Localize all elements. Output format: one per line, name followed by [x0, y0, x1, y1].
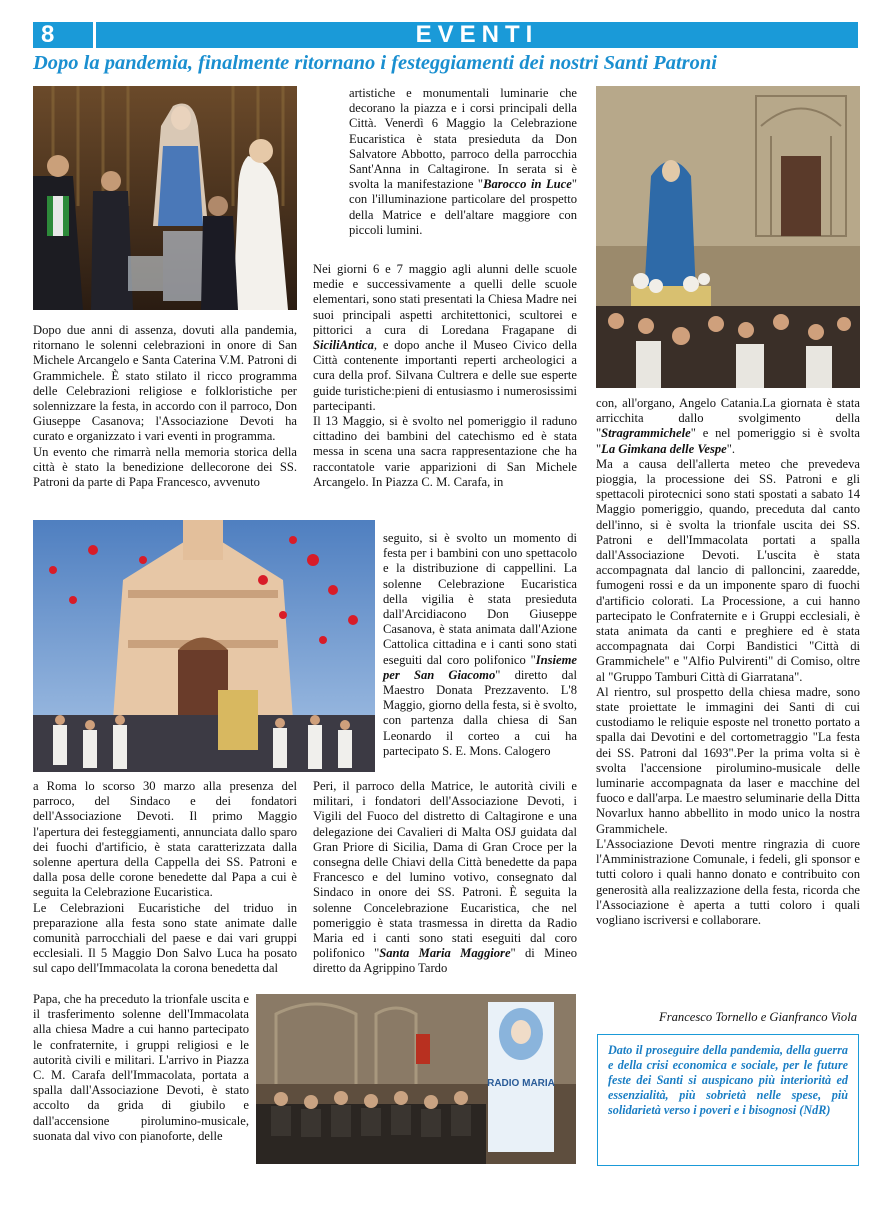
paragraph: Il 13 Maggio, si è svolto nel pomeriggio il raduno cittadino dei bambini del catechismo ed è stata messa in scena una sacra rappresentazione che ha raccontatole varie apparizioni di San Michele Arcangelo. In Piazza C. M. Carafa, in: [313, 414, 577, 489]
editor-note-box: Dato il proseguire della pandemia, della guerra e della crisi economica e sociale, per le future feste dei Santi si auspicano più interiorità ed essenzialità, più sobrietà nelle spese, più solidarietà verso i poveri e i bisognosi (NdR): [597, 1034, 859, 1166]
paragraph: Papa, che ha preceduto la trionfale uscita e il trasferimento solenne dell'Immacolata alla chiesa Madre a cui hanno partecipato le confraternite, i gruppi religiosi e le autorità civili e militari. L'arrivo in Piazza C. M. Carafa dell'Immacolata, portata a spalla dall'Associazione Devoti, è stato accolto da grida di giubilo e dall'accensione pirolumino-musicale, suonata dal vivo con pianoforte, delle: [33, 992, 249, 1143]
paragraph: Nei giorni 6 e 7 maggio agli alunni delle scuole medie e successivamente a quelli delle scuole elementari, sono stati presentati la Chiesa Madre nei suoi principali aspetti architettonici, scultorei e pittorici a cura di Loredana Fragapane di SiciliAntica, e dopo anche il Museo Civico della Città contenente importanti reperti archeologici a cura della prof. Silvana Cultrera e delle sue esperte guide turistiche:pieni di entusiasmo i numerosissimi partecipanti.: [313, 262, 577, 413]
photo-procession-statue: [596, 86, 860, 388]
paragraph: Al rientro, sul prospetto della chiesa madre, sono state proiettate le immagini dei Santi di cui custodiamo le reliquie esposte nel tronetto portato a spalla dai Devotini e del cortometraggio "La festa dei SS. Patroni dal 1693".Per la prima volta si è svolta l'accensione pirolumino-musicale delle luminarie accompagnata da laser e macchine del fuoco e dall'arpa. Le maestro seluminarie della Ditta Novarlux hanno abbellito in modo unico la nostra Grammichele.: [596, 684, 860, 836]
radio-banner-text: RADIO MARIA: [487, 1078, 555, 1089]
paragraph: L'Associazione Devoti mentre ringrazia di cuore l'Amministrazione Comunale, i fedeli, gli sponsor e tutti coloro i quali hanno donato e contribuito con generosità alla realizzazione della festa, ricorda che l'Associazione è aperta a tutti coloro i quali vogliano iscriversi e collaborare.: [596, 836, 860, 927]
article-column-2-upper: [313, 262, 577, 490]
paragraph: Un evento che rimarrà nella memoria storica della città è stato la benedizione dellecorone dei SS. Patroni da parte di Papa Francesco, avvenuto: [33, 444, 297, 490]
article-column-2-top: [349, 86, 577, 238]
article-signature: Francesco Tornello e Gianfranco Viola: [659, 1010, 857, 1024]
article-column-2-middle: [383, 531, 577, 759]
photo-pope-blessing: [33, 86, 297, 310]
article-column-3: [596, 396, 860, 928]
paragraph: seguito, si è svolto un momento di festa per i bambini con uno spettacolo e la distribuzione di cappellini. La solenne Celebrazione Eucaristica della vigilia è stata presieduta dall'Arcidiacono Don Giuseppe Casanova, è stata animata dall'Azione Cattolica cittadina e i canti sono stati eseguiti dal coro polifonico "Insieme per San Giacomo" diretto dal Maestro Donata Prezzavento. L'8 Maggio, giorno della festa, si è svolto, con partenza dalla chiesa di San Leonardo il corteo a cui ha partecipato S. E. Mons. Calogero: [383, 531, 577, 758]
paragraph: Peri, il parroco della Matrice, le autorità civili e militari, i fondatori dell'Associazione Devoti, i Vigili del Fuoco del distretto di Caltagirone e una delegazione dei Cavalieri di Malta OSJ guidata dal Gran Priore di Sicilia, Dama di Gran Croce per la consegna delle Chiavi della Città benedette da papa Francesco e del lumino votivo, consegnato dal Sindaco in onore dei SS. Patroni. È seguita la solenne Concelebrazione Eucaristica, che nel pomeriggio è stata trasmessa in diretta da Radio Maria ed i canti sono stati eseguiti dal coro polifonico "Santa Maria Maggiore" di Mineo diretto da Agrippino Tardo: [313, 779, 577, 976]
paragraph: a Roma lo scorso 30 marzo alla presenza del parroco, del Sindaco e dei fondatori dell'Associazione Devoti. Il primo Maggio l'apertura dei festeggiamenti, annunciata dallo sparo dei fuochi d'artificio, è stata caratterizzata dalla solenne apertura della Cappella dei SS. Patroni e dalla posa delle corone benedette dal Papa a cui è seguita la Celebrazione Eucaristica.: [33, 779, 297, 900]
paragraph: con, all'organo, Angelo Catania.La giornata è stata arricchita dallo svolgimento della "Stragrammichele" e nel pomeriggio si è svolta "La Gimkana delle Vespe".: [596, 396, 860, 456]
article-column-1-bottom: [33, 992, 249, 1144]
section-title: EVENTI: [96, 22, 858, 48]
paragraph: artistiche e monumentali luminarie che decorano la piazza e i corsi principali della Città. Venerdì 6 Maggio la Celebrazione Eucaristica è stata presieduta da Don Salvatore Abbotto, parroco della parrocchia Sant'Anna in Caltagirone. In serata si è svolta la manifestazione "Barocco in Luce" con l'illuminazione particolare del prospetto della Matrice e dell'altare maggiore con piccoli lumini.: [349, 86, 577, 237]
page-number: 8: [33, 22, 93, 48]
paragraph: Dopo due anni di assenza, dovuti alla pandemia, ritornano le solenni celebrazioni in onore di San Michele Arcangelo e Santa Caterina V.M. Patroni di Grammichele. È stato stilato il ricco programma delle Celebrazioni religiose e folkloristiche per solennizzare la festa, in accordo con il parroco, Don Giuseppe Casanova; l'Associazione Devoti ha curato e organizzato i vari eventi in programma.: [33, 323, 297, 444]
photo-church-facade: [33, 520, 375, 772]
article-column-1-top: [33, 323, 297, 490]
article-column-2-lower: [313, 779, 577, 977]
article-column-1-middle: [33, 779, 297, 977]
photo-radio-maria: [256, 994, 576, 1164]
article-headline: Dopo la pandemia, finalmente ritornano i festeggiamenti dei nostri Santi Patroni: [33, 52, 717, 74]
paragraph: Le Celebrazioni Eucaristiche del triduo in preparazione alla festa sono state animate dalle comunità parrocchiali del paese e dai vari gruppi ecclesiali. Il 5 Maggio Don Salvo Luca ha posato sul capo dell'Immacolata la corona benedetta dal: [33, 900, 297, 976]
paragraph: Ma a causa dell'allerta meteo che prevedeva pioggia, la processione dei SS. Patroni e gli spettacoli pirotecnici sono stati spostati a sabato 14 Maggio pomeriggio, quando, preceduta dal canto dell'inno, si è svolta la trionfale uscita dei SS. Patroni e dell'Immacolata portati a spalla dall'Associazione Devoti. L'uscita è stata accompagnata dal lancio di palloncini, zaaredde, fumogeni rossi e da un imponente sparo di fuochi d'artificio colorati. La Processione, a cui hanno partecipato le Confraternite e i Gruppi ecclesiali, è stata animata da canti e preghiere ed è stata accompagnata dai Corpi Bandistici "Città di Grammichele" e "Alfio Pulvirenti" di Comiso, oltre al "Gruppo Tamburi Città di Giarratana".: [596, 456, 860, 684]
